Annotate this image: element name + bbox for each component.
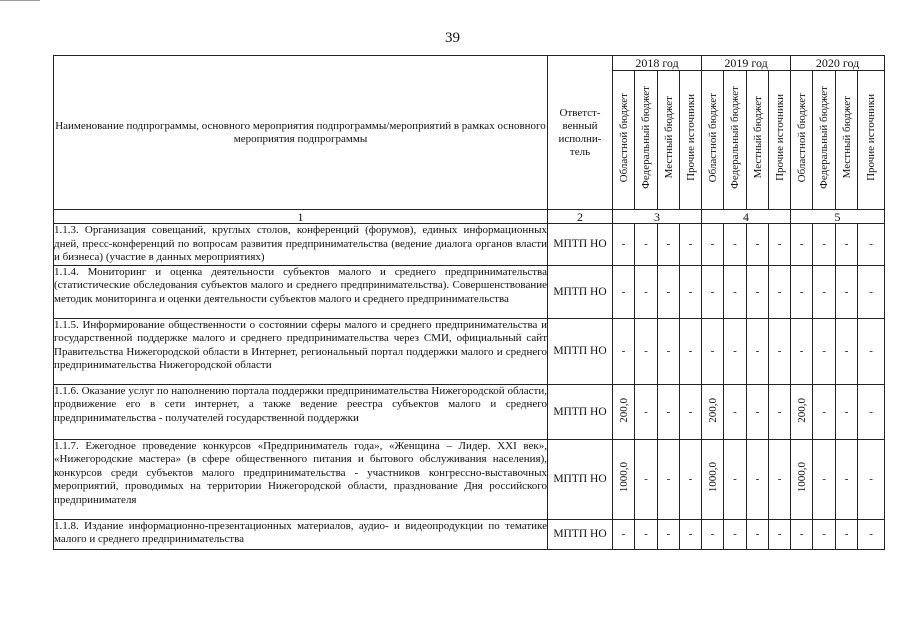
row-value: - (666, 473, 671, 485)
row-value: - (688, 345, 693, 357)
row-value: - (733, 285, 737, 298)
row-value-cell (858, 384, 885, 439)
row-value-cell (836, 519, 858, 549)
row-value-cell (836, 439, 858, 519)
row-value-cell (791, 439, 813, 519)
row-value: - (688, 238, 693, 251)
source-header-3-4 (858, 71, 885, 210)
source-header-3-3 (836, 71, 858, 210)
row-value-cell (813, 384, 836, 439)
row-value-cell (613, 265, 635, 318)
row-value-cell (769, 265, 791, 318)
row-value-cell (613, 224, 635, 266)
source-header-label: Местный бюджет (840, 96, 853, 179)
source-header-label: Федеральный бюджет (640, 86, 652, 189)
row-value: 1000,0 (617, 462, 630, 493)
row-value-cell (791, 224, 813, 266)
row-value: - (799, 345, 804, 357)
row-value: - (733, 528, 737, 540)
row-value: 1000,0 (795, 462, 808, 493)
row-value: - (710, 345, 715, 357)
row-value: - (688, 285, 693, 298)
row-value-cell (724, 439, 747, 519)
row-value: 200,0 (706, 397, 719, 423)
source-header-2-1 (702, 71, 724, 210)
row-value-cell (836, 318, 858, 384)
budget-table (53, 55, 885, 550)
row-value-cell (680, 224, 702, 266)
row-description: 1.1.3. Организация совещаний, круглых столов, конференций (форумов), единых информационных дней, пресс-конференций по вопросам развития предпринимательства (ведение диалога органов власти и бизнеса) (участие в данных мероприятиях) (54, 224, 547, 263)
row-value-cell (791, 265, 813, 318)
source-header-label: Областной бюджет (617, 92, 630, 183)
row-value-cell (769, 519, 791, 549)
row-value-cell (702, 384, 724, 439)
row-value: - (844, 473, 849, 485)
row-description: 1.1.4. Мониторинг и оценка деятельности субъектов малого и среднего предпринимательства (статистические обследования субъектов малого и среднего предпринимательства). Совершенствование методик мониторинга и оценки деятельности субъектов малого и среднего предпринимательства (54, 265, 548, 318)
source-header-label: Местный бюджет (662, 96, 675, 179)
row-value: - (822, 285, 826, 298)
row-value: - (844, 528, 849, 540)
row-value: - (755, 345, 760, 357)
row-value-cell (769, 384, 791, 439)
row-value: - (733, 405, 737, 418)
row-responsible: МПТП НО (548, 519, 613, 549)
row-value-cell (658, 519, 680, 549)
row-responsible: МПТП НО (548, 439, 613, 519)
row-value: - (777, 473, 782, 485)
row-value-cell (724, 318, 747, 384)
row-value: - (644, 238, 648, 251)
row-value-cell (680, 265, 702, 318)
year-2018-header: 2018 год (613, 56, 702, 71)
row-value-cell (635, 265, 658, 318)
row-value: - (777, 345, 782, 357)
row-value: - (844, 345, 849, 357)
row-value: - (869, 528, 873, 540)
row-value: - (688, 405, 693, 418)
row-value-cell (791, 384, 813, 439)
row-value-cell (724, 224, 747, 266)
row-value-cell (702, 519, 724, 549)
row-value: - (733, 238, 737, 251)
row-value: - (777, 528, 782, 540)
row-value: - (733, 473, 737, 485)
table-row (54, 519, 885, 549)
row-value-cell (747, 224, 769, 266)
row-value-cell (658, 439, 680, 519)
table-row (54, 265, 885, 318)
row-value-cell (836, 265, 858, 318)
row-value: - (822, 238, 826, 251)
row-value-cell (747, 439, 769, 519)
source-header-label: Областной бюджет (706, 92, 719, 183)
row-value-cell (813, 265, 836, 318)
row-value: - (822, 473, 826, 485)
row-value-cell (635, 384, 658, 439)
row-value-cell (658, 224, 680, 266)
row-description: 1.1.6. Оказание услуг по наполнению портала поддержки предпринимательства Нижегородской области, продвижение его в сети интернет, а также ведение реестра субъектов малого и среднего предпринимательства - получателей государственной поддержки (54, 384, 548, 439)
row-value-cell (680, 439, 702, 519)
row-value: - (869, 473, 873, 485)
row-value: - (688, 528, 693, 540)
row-value-cell (836, 384, 858, 439)
row-value: 1000,0 (706, 462, 719, 493)
source-header-label: Областной бюджет (795, 92, 808, 183)
row-value-cell (813, 439, 836, 519)
row-value-cell (769, 439, 791, 519)
year-2020-header: 2020 год (791, 56, 885, 71)
row-value-cell (702, 265, 724, 318)
row-value-cell (791, 318, 813, 384)
row-value-cell (724, 519, 747, 549)
row-value: - (869, 238, 873, 251)
row-value: - (777, 405, 782, 418)
row-value: - (799, 238, 804, 251)
row-value: - (733, 345, 737, 357)
row-value: - (644, 473, 648, 485)
source-header-2-4 (769, 71, 791, 210)
source-header-label: Прочие источники (865, 94, 878, 181)
col-number-4: 4 (702, 210, 791, 224)
table-row (54, 439, 885, 519)
source-header-1-2 (635, 71, 658, 210)
row-value: - (710, 285, 715, 298)
row-value-cell (702, 318, 724, 384)
row-value-cell (724, 384, 747, 439)
row-responsible: МПТП НО (548, 224, 613, 266)
source-header-3-2 (813, 71, 836, 210)
col-number-1: 1 (54, 210, 548, 224)
page-edge-line (0, 0, 40, 1)
row-description: 1.1.7. Ежегодное проведение конкурсов «Предприниматель года», «Женщина – Лидер. XXI век», «Нижегородские мастера» (в сфере общественного питания и бытового обслуживания населения), конкурсов среди субъектов малого предпринимательства - участников конгрессно-выставочных мероприятий, проводимых на территории Нижегородской области, празднование Дня российского предпринимателя (54, 439, 548, 519)
source-header-label: Местный бюджет (751, 96, 764, 179)
row-responsible: МПТП НО (548, 265, 613, 318)
col-number-5: 5 (791, 210, 885, 224)
row-value: - (710, 238, 715, 251)
source-header-3-1 (791, 71, 813, 210)
source-header-2-2 (724, 71, 747, 210)
source-header-label: Прочие источники (684, 94, 697, 181)
col-number-2: 2 (548, 210, 613, 224)
row-value: - (869, 285, 873, 298)
row-value-cell (858, 318, 885, 384)
row-value-cell (813, 519, 836, 549)
row-value-cell (791, 519, 813, 549)
row-value: - (777, 285, 782, 298)
row-responsible: МПТП НО (548, 384, 613, 439)
row-value: - (666, 345, 671, 357)
row-value: - (644, 345, 648, 357)
row-value-cell (635, 439, 658, 519)
row-value: 200,0 (795, 397, 808, 423)
source-header-1-3 (658, 71, 680, 210)
row-value-cell (702, 439, 724, 519)
row-value: - (666, 528, 671, 540)
row-value-cell (702, 224, 724, 266)
row-value: - (799, 528, 804, 540)
row-value-cell (658, 318, 680, 384)
row-value-cell (858, 519, 885, 549)
row-value: - (822, 528, 826, 540)
row-value-cell (813, 224, 836, 266)
table-body (54, 224, 885, 550)
row-description: 1.1.5. Информирование общественности о состоянии сферы малого и среднего предпринимательства и государственной поддержке малого и среднего предпринимательства через СМИ, официальный сайт Правительства Нижегородской области в Интернет, региональный портал поддержки малого и среднего предпринимательства Нижегородской области (54, 318, 548, 384)
row-value-cell (813, 318, 836, 384)
row-value: - (844, 285, 849, 298)
row-value: - (644, 285, 648, 298)
row-value: - (666, 405, 671, 418)
row-value-cell (769, 224, 791, 266)
row-value-cell (724, 265, 747, 318)
row-value: - (755, 528, 760, 540)
row-value: - (777, 238, 782, 251)
page-number: 39 (445, 30, 460, 46)
row-value: - (666, 238, 671, 251)
table-row (54, 224, 885, 266)
row-value: - (755, 285, 760, 298)
row-value: - (666, 285, 671, 298)
row-value-cell (680, 384, 702, 439)
row-value: - (822, 345, 826, 357)
row-value: - (755, 405, 760, 418)
row-value-cell (613, 384, 635, 439)
row-value: - (869, 345, 873, 357)
source-header-label: Федеральный бюджет (818, 86, 831, 189)
row-value-cell (613, 318, 635, 384)
row-value: - (621, 528, 626, 540)
row-value-cell (658, 265, 680, 318)
source-header-label: Прочие источники (773, 94, 786, 181)
source-header-1-4 (680, 71, 702, 210)
row-value-cell (747, 318, 769, 384)
row-value: - (644, 405, 648, 418)
row-value-cell (680, 318, 702, 384)
row-value: - (755, 238, 760, 251)
row-value: - (755, 473, 760, 485)
year-2019-header: 2019 год (702, 56, 791, 71)
table-row (54, 318, 885, 384)
row-value-cell (747, 265, 769, 318)
col-number-3: 3 (613, 210, 702, 224)
row-value-cell (747, 384, 769, 439)
row-value-cell (858, 265, 885, 318)
row-value: - (844, 405, 849, 418)
row-value-cell (769, 318, 791, 384)
row-value: - (621, 285, 626, 298)
row-value-cell (858, 224, 885, 266)
row-value: - (869, 405, 873, 418)
row-value-cell (658, 384, 680, 439)
row-responsible: МПТП НО (548, 318, 613, 384)
row-description: 1.1.8. Издание информационно-презентационных материалов, аудио- и видеопродукции по тематике малого и среднего предпринимательства (54, 519, 548, 549)
row-value-cell (836, 224, 858, 266)
name-column-header: Наименование подпрограммы, основного мероприятия подпрограммы/мероприятий в рамках основного мероприятия подпрограммы (54, 56, 548, 210)
row-value: - (621, 345, 626, 357)
source-header-1-1 (613, 71, 635, 210)
row-value: - (799, 285, 804, 298)
responsible-header-text: Ответст- венный исполни- тель (558, 106, 602, 158)
row-value-cell (635, 318, 658, 384)
source-header-label: Федеральный бюджет (729, 86, 742, 189)
table-row (54, 384, 885, 439)
source-header-2-3 (747, 71, 769, 210)
row-value: - (644, 528, 648, 540)
row-value-cell (680, 519, 702, 549)
row-value: - (822, 405, 826, 418)
row-value-cell (613, 519, 635, 549)
column-number-row (54, 210, 885, 224)
row-value-cell (858, 439, 885, 519)
row-value-cell (613, 439, 635, 519)
row-value-cell (747, 519, 769, 549)
row-value: - (621, 238, 626, 251)
responsible-column-header (548, 56, 613, 210)
row-value: - (688, 473, 693, 485)
row-value: 200,0 (617, 397, 630, 423)
row-value-cell (635, 519, 658, 549)
row-value-cell (635, 224, 658, 266)
row-value: - (710, 528, 715, 540)
row-value: - (844, 238, 849, 251)
